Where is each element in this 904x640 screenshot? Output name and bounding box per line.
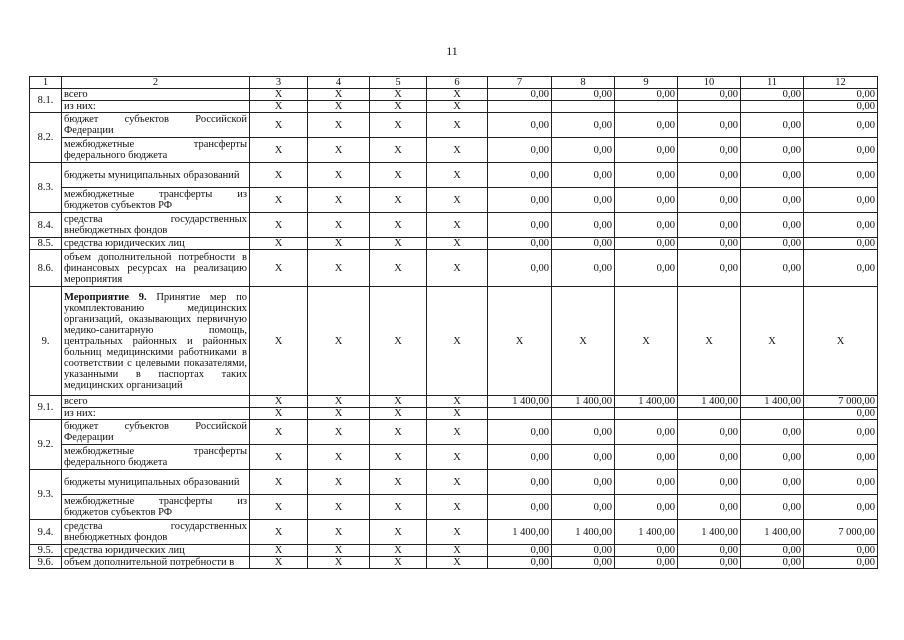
amount-cell	[552, 408, 615, 420]
amount-cell: 0,00	[804, 101, 878, 113]
amount-cell: 0,00	[741, 495, 804, 520]
not-applicable-cell: X	[615, 287, 678, 396]
not-applicable-cell: X	[370, 396, 427, 408]
not-applicable-cell: X	[250, 250, 308, 287]
not-applicable-cell: X	[250, 408, 308, 420]
row-description	[62, 101, 250, 113]
amount-cell: 0,00	[678, 250, 741, 287]
table-row	[30, 495, 878, 520]
amount-cell: 0,00	[488, 113, 552, 138]
not-applicable-cell: X	[308, 250, 370, 287]
amount-cell: 0,00	[615, 188, 678, 213]
amount-cell: 0,00	[804, 163, 878, 188]
row-description	[62, 138, 250, 163]
amount-cell: 0,00	[488, 470, 552, 495]
table-row	[30, 89, 878, 101]
not-applicable-cell: X	[370, 213, 427, 238]
not-applicable-cell: X	[427, 113, 488, 138]
amount-cell: 0,00	[552, 420, 615, 445]
amount-cell: 0,00	[488, 420, 552, 445]
amount-cell: 0,00	[741, 238, 804, 250]
row-number: 8.1.	[30, 89, 62, 113]
not-applicable-cell: X	[308, 138, 370, 163]
not-applicable-cell: X	[427, 287, 488, 396]
not-applicable-cell: X	[250, 396, 308, 408]
amount-cell: 0,00	[741, 138, 804, 163]
table-row	[30, 445, 878, 470]
not-applicable-cell: X	[427, 408, 488, 420]
not-applicable-cell: X	[678, 287, 741, 396]
row-description	[62, 213, 250, 238]
amount-cell: 7 000,00	[804, 396, 878, 408]
amount-cell	[741, 101, 804, 113]
column-number-10: 10	[678, 77, 741, 89]
table-row	[30, 188, 878, 213]
amount-cell: 0,00	[678, 113, 741, 138]
not-applicable-cell: X	[370, 557, 427, 569]
not-applicable-cell: X	[308, 238, 370, 250]
row-description	[62, 495, 250, 520]
not-applicable-cell: X	[427, 396, 488, 408]
amount-cell: 0,00	[741, 89, 804, 101]
row-number: 8.2.	[30, 113, 62, 163]
amount-cell: 0,00	[552, 545, 615, 557]
not-applicable-cell: X	[552, 287, 615, 396]
not-applicable-cell: X	[370, 188, 427, 213]
amount-cell: 0,00	[678, 163, 741, 188]
row-number: 9.3.	[30, 470, 62, 520]
not-applicable-cell: X	[250, 557, 308, 569]
not-applicable-cell: X	[250, 89, 308, 101]
row-description	[62, 89, 250, 101]
table-row	[30, 470, 878, 495]
not-applicable-cell: X	[370, 445, 427, 470]
row-description-text: объем дополнительной потребности в финансовых ресурсах на реализацию мероприятия	[64, 251, 247, 285]
row-number: 9.2.	[30, 420, 62, 470]
not-applicable-cell: X	[370, 545, 427, 557]
column-number-11: 11	[741, 77, 804, 89]
not-applicable-cell: X	[308, 470, 370, 495]
amount-cell: 0,00	[804, 89, 878, 101]
not-applicable-cell: X	[427, 495, 488, 520]
row-description-text	[64, 292, 247, 391]
row-description-text: всего	[64, 396, 88, 407]
amount-cell: 0,00	[552, 557, 615, 569]
table-row	[30, 287, 878, 396]
not-applicable-cell: X	[370, 470, 427, 495]
row-description	[62, 396, 250, 408]
table-row	[30, 163, 878, 188]
row-number: 9.5.	[30, 545, 62, 557]
row-description-text: из них:	[64, 101, 96, 112]
amount-cell: 0,00	[615, 420, 678, 445]
amount-cell: 0,00	[488, 238, 552, 250]
not-applicable-cell: X	[741, 287, 804, 396]
table-row	[30, 101, 878, 113]
not-applicable-cell: X	[370, 287, 427, 396]
amount-cell: 1 400,00	[488, 520, 552, 545]
amount-cell: 0,00	[552, 163, 615, 188]
amount-cell: 0,00	[804, 545, 878, 557]
not-applicable-cell: X	[427, 557, 488, 569]
amount-cell: 1 400,00	[741, 396, 804, 408]
amount-cell: 0,00	[615, 445, 678, 470]
amount-cell: 0,00	[804, 557, 878, 569]
amount-cell: 0,00	[552, 213, 615, 238]
amount-cell: 0,00	[615, 238, 678, 250]
not-applicable-cell: X	[250, 445, 308, 470]
amount-cell: 1 400,00	[741, 520, 804, 545]
amount-cell: 0,00	[678, 470, 741, 495]
row-description-text: бюджет субъектов Российской Федерации	[64, 421, 247, 443]
not-applicable-cell: X	[370, 238, 427, 250]
amount-cell: 0,00	[741, 445, 804, 470]
row-description	[62, 188, 250, 213]
table-row	[30, 545, 878, 557]
not-applicable-cell: X	[250, 420, 308, 445]
amount-cell: 0,00	[488, 557, 552, 569]
not-applicable-cell: X	[370, 138, 427, 163]
amount-cell: 1 400,00	[615, 396, 678, 408]
row-description-text: межбюджетные трансферты федерального бюджета	[64, 139, 247, 161]
row-description	[62, 113, 250, 138]
amount-cell: 0,00	[741, 250, 804, 287]
not-applicable-cell: X	[427, 238, 488, 250]
row-description	[62, 408, 250, 420]
amount-cell: 0,00	[552, 89, 615, 101]
amount-cell: 0,00	[678, 557, 741, 569]
row-number: 8.4.	[30, 213, 62, 238]
row-number: 8.3.	[30, 163, 62, 213]
not-applicable-cell: X	[370, 420, 427, 445]
row-description-text: межбюджетные трансферты из бюджетов субъектов РФ	[64, 496, 247, 518]
amount-cell: 0,00	[678, 89, 741, 101]
amount-cell: 0,00	[615, 213, 678, 238]
amount-cell: 0,00	[615, 113, 678, 138]
row-number: 9.	[30, 287, 62, 396]
amount-cell: 0,00	[804, 238, 878, 250]
amount-cell: 0,00	[741, 213, 804, 238]
row-description	[62, 545, 250, 557]
not-applicable-cell: X	[427, 250, 488, 287]
row-description	[62, 250, 250, 287]
amount-cell	[678, 101, 741, 113]
amount-cell: 0,00	[741, 163, 804, 188]
column-number-1: 1	[30, 77, 62, 89]
not-applicable-cell: X	[250, 495, 308, 520]
row-description-text: бюджеты муниципальных образований	[64, 169, 240, 181]
not-applicable-cell: X	[427, 213, 488, 238]
amount-cell	[678, 408, 741, 420]
amount-cell: 0,00	[615, 470, 678, 495]
amount-cell: 0,00	[678, 495, 741, 520]
amount-cell: 0,00	[615, 138, 678, 163]
not-applicable-cell: X	[427, 101, 488, 113]
row-description-text: средства юридических лиц	[64, 238, 185, 249]
amount-cell: 0,00	[678, 238, 741, 250]
table-row	[30, 213, 878, 238]
amount-cell: 0,00	[678, 545, 741, 557]
amount-cell: 1 400,00	[678, 520, 741, 545]
not-applicable-cell: X	[370, 101, 427, 113]
not-applicable-cell: X	[308, 188, 370, 213]
table-row	[30, 138, 878, 163]
amount-cell: 1 400,00	[488, 396, 552, 408]
row-description	[62, 445, 250, 470]
amount-cell: 0,00	[804, 213, 878, 238]
not-applicable-cell: X	[308, 101, 370, 113]
table-row	[30, 557, 878, 569]
column-number-3: 3	[250, 77, 308, 89]
row-description-text: межбюджетные трансферты из бюджетов субъектов РФ	[64, 189, 247, 211]
amount-cell: 0,00	[804, 113, 878, 138]
amount-cell: 0,00	[488, 138, 552, 163]
amount-cell: 0,00	[678, 138, 741, 163]
row-description-text: средства государственных внебюджетных фондов	[64, 214, 247, 236]
not-applicable-cell: X	[427, 89, 488, 101]
amount-cell	[552, 101, 615, 113]
row-description	[62, 470, 250, 495]
table-row	[30, 520, 878, 545]
not-applicable-cell: X	[308, 408, 370, 420]
amount-cell: 0,00	[615, 89, 678, 101]
row-description-text: средства государственных внебюджетных фондов	[64, 521, 247, 543]
row-description-text: объем дополнительной потребности в	[64, 557, 235, 568]
row-description	[62, 287, 250, 396]
amount-cell: 0,00	[488, 250, 552, 287]
not-applicable-cell: X	[250, 545, 308, 557]
row-description	[62, 238, 250, 250]
column-number-9: 9	[615, 77, 678, 89]
table-row	[30, 238, 878, 250]
amount-cell: 0,00	[552, 238, 615, 250]
row-description	[62, 557, 250, 569]
not-applicable-cell: X	[308, 163, 370, 188]
not-applicable-cell: X	[250, 213, 308, 238]
amount-cell: 0,00	[804, 420, 878, 445]
not-applicable-cell: X	[250, 287, 308, 396]
not-applicable-cell: X	[308, 495, 370, 520]
amount-cell: 0,00	[741, 113, 804, 138]
table-row	[30, 113, 878, 138]
amount-cell	[488, 408, 552, 420]
amount-cell: 0,00	[615, 557, 678, 569]
amount-cell: 0,00	[741, 470, 804, 495]
amount-cell: 0,00	[552, 495, 615, 520]
amount-cell: 1 400,00	[678, 396, 741, 408]
amount-cell: 0,00	[804, 250, 878, 287]
amount-cell: 0,00	[741, 545, 804, 557]
not-applicable-cell: X	[250, 113, 308, 138]
amount-cell: 0,00	[552, 113, 615, 138]
not-applicable-cell: X	[308, 89, 370, 101]
row-description	[62, 520, 250, 545]
amount-cell	[741, 408, 804, 420]
measure-text: Принятие мер по укомплектованию медицинских организаций, оказывающих первичную медико-санитарную помощь, центральных районных и районных больниц медицинскими работниками в соответствии с целевыми показателями, указанными в паспортах таких медицинских организаций	[64, 291, 247, 391]
amount-cell: 0,00	[741, 420, 804, 445]
amount-cell: 0,00	[552, 138, 615, 163]
not-applicable-cell: X	[308, 420, 370, 445]
not-applicable-cell: X	[370, 163, 427, 188]
row-description-text: межбюджетные трансферты федерального бюджета	[64, 446, 247, 468]
not-applicable-cell: X	[427, 420, 488, 445]
table-row	[30, 420, 878, 445]
amount-cell: 0,00	[552, 445, 615, 470]
not-applicable-cell: X	[804, 287, 878, 396]
not-applicable-cell: X	[370, 495, 427, 520]
not-applicable-cell: X	[250, 101, 308, 113]
row-description-text: средства юридических лиц	[64, 545, 185, 556]
amount-cell: 0,00	[615, 495, 678, 520]
amount-cell: 0,00	[488, 545, 552, 557]
row-number: 9.6.	[30, 557, 62, 569]
amount-cell: 0,00	[488, 495, 552, 520]
amount-cell: 0,00	[678, 445, 741, 470]
row-number: 9.1.	[30, 396, 62, 420]
not-applicable-cell: X	[308, 445, 370, 470]
amount-cell: 0,00	[678, 420, 741, 445]
amount-cell: 0,00	[804, 138, 878, 163]
amount-cell: 0,00	[552, 250, 615, 287]
amount-cell: 0,00	[488, 445, 552, 470]
table-row	[30, 408, 878, 420]
column-number-2: 2	[62, 77, 250, 89]
not-applicable-cell: X	[250, 238, 308, 250]
amount-cell: 0,00	[615, 545, 678, 557]
amount-cell	[615, 101, 678, 113]
not-applicable-cell: X	[427, 545, 488, 557]
amount-cell: 0,00	[488, 213, 552, 238]
not-applicable-cell: X	[250, 188, 308, 213]
funding-table	[29, 76, 878, 569]
row-number: 9.4.	[30, 520, 62, 545]
not-applicable-cell: X	[427, 138, 488, 163]
not-applicable-cell: X	[370, 250, 427, 287]
row-description-text: бюджеты муниципальных образований	[64, 476, 240, 488]
amount-cell: 0,00	[741, 188, 804, 213]
not-applicable-cell: X	[250, 138, 308, 163]
not-applicable-cell: X	[250, 163, 308, 188]
not-applicable-cell: X	[427, 520, 488, 545]
amount-cell: 0,00	[804, 188, 878, 213]
amount-cell: 1 400,00	[615, 520, 678, 545]
not-applicable-cell: X	[250, 470, 308, 495]
measure-title: Мероприятие 9.	[64, 291, 147, 303]
table-row	[30, 250, 878, 287]
column-number-8: 8	[552, 77, 615, 89]
not-applicable-cell: X	[308, 113, 370, 138]
not-applicable-cell: X	[488, 287, 552, 396]
column-number-5: 5	[370, 77, 427, 89]
not-applicable-cell: X	[370, 89, 427, 101]
row-number: 8.5.	[30, 238, 62, 250]
not-applicable-cell: X	[308, 520, 370, 545]
row-description-text: всего	[64, 89, 88, 100]
table-header-row	[30, 77, 878, 89]
row-description	[62, 420, 250, 445]
not-applicable-cell: X	[308, 287, 370, 396]
amount-cell: 0,00	[804, 408, 878, 420]
not-applicable-cell: X	[370, 113, 427, 138]
amount-cell: 0,00	[804, 470, 878, 495]
not-applicable-cell: X	[370, 520, 427, 545]
column-number-6: 6	[427, 77, 488, 89]
amount-cell: 0,00	[804, 445, 878, 470]
amount-cell: 0,00	[488, 188, 552, 213]
row-number: 8.6.	[30, 250, 62, 287]
not-applicable-cell: X	[308, 213, 370, 238]
amount-cell: 0,00	[552, 188, 615, 213]
amount-cell: 1 400,00	[552, 396, 615, 408]
page-number: 11	[446, 44, 458, 58]
not-applicable-cell: X	[427, 445, 488, 470]
table-row	[30, 396, 878, 408]
row-description-text: из них:	[64, 408, 96, 419]
row-description	[62, 163, 250, 188]
row-description-text: бюджет субъектов Российской Федерации	[64, 114, 247, 136]
amount-cell	[615, 408, 678, 420]
not-applicable-cell: X	[427, 188, 488, 213]
amount-cell: 1 400,00	[552, 520, 615, 545]
not-applicable-cell: X	[308, 557, 370, 569]
amount-cell: 0,00	[678, 188, 741, 213]
amount-cell: 0,00	[488, 163, 552, 188]
not-applicable-cell: X	[370, 408, 427, 420]
amount-cell: 0,00	[804, 495, 878, 520]
amount-cell: 0,00	[615, 250, 678, 287]
column-number-7: 7	[488, 77, 552, 89]
amount-cell: 0,00	[552, 470, 615, 495]
not-applicable-cell: X	[427, 163, 488, 188]
not-applicable-cell: X	[250, 520, 308, 545]
amount-cell	[488, 101, 552, 113]
amount-cell: 0,00	[741, 557, 804, 569]
amount-cell: 0,00	[615, 163, 678, 188]
not-applicable-cell: X	[427, 470, 488, 495]
column-number-12: 12	[804, 77, 878, 89]
amount-cell: 0,00	[678, 213, 741, 238]
amount-cell: 0,00	[488, 89, 552, 101]
amount-cell: 7 000,00	[804, 520, 878, 545]
column-number-4: 4	[308, 77, 370, 89]
not-applicable-cell: X	[308, 396, 370, 408]
not-applicable-cell: X	[308, 545, 370, 557]
